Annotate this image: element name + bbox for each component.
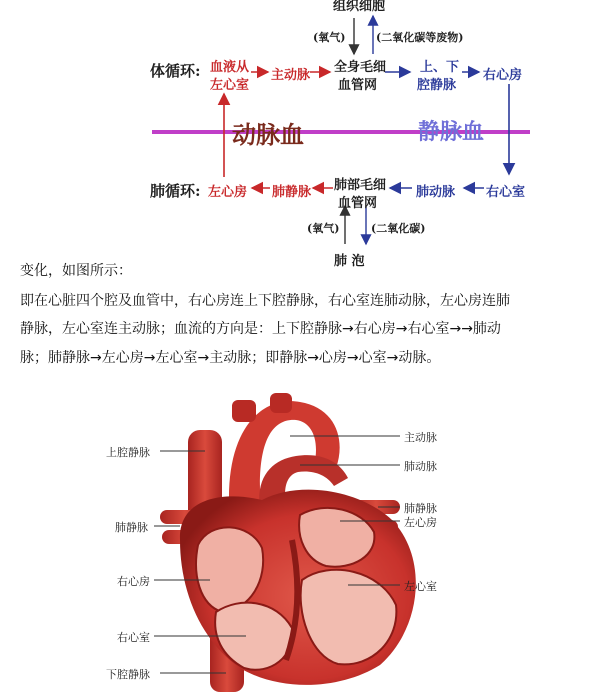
blood-from-label-1: 血液从 [210,60,250,75]
text-line-3: 静脉，左心室连主动脉；血流的方向是：上下腔静脉→右心房→右心室→→肺动 [20,321,501,337]
label-aorta: 主动脉 [404,431,437,444]
alveoli-label: 肺 泡 [334,254,365,269]
label-left-atrium: 左心房 [404,516,437,529]
body-capillary-label-2: 血管网 [338,78,378,93]
pulmonary-circulation-label: 肺循环: [150,182,201,200]
label-inferior-vena-cava: 下腔静脉 [106,668,150,681]
text-line-1: 变化，如图所示： [20,263,132,279]
tissue-cells-label: 组织细胞 [333,0,386,14]
vena-cava-label-1: 上、下 [420,60,460,75]
label-superior-vena-cava: 上腔静脉 [106,446,150,459]
aorta-node: 主动脉 [271,68,311,83]
label-right-atrium: 右心房 [117,575,150,588]
pulmonary-artery-node: 肺动脉 [416,185,456,200]
label-pulmonary-veins-left: 肺静脉 [115,521,148,534]
oxygen-top-label: (氧气) [313,31,346,44]
oxygen-bottom-label: (氧气) [307,222,340,235]
lung-capillary-label-1: 肺部毛细 [334,178,387,193]
co2-waste-label: (二氧化碳等废物) [376,31,464,44]
arterial-blood-label: 动脉血 [232,120,304,149]
venous-blood-label: 静脉血 [418,119,485,145]
label-left-ventricle: 左心室 [404,580,437,593]
vena-cava-label-2: 腔静脉 [417,78,457,93]
label-pulmonary-veins-right: 肺静脉 [404,502,437,515]
text-line-2: 即在心脏四个腔及血管中，右心房连上下腔静脉，右心室连肺动脉，左心房连肺 [20,293,510,309]
blood-from-label-2: 左心室 [210,78,250,93]
lung-capillary-label-2: 血管网 [338,196,378,211]
text-line-4: 脉；肺静脉→左心房→左心室→主动脉；即静脉→心房→心室→动脉。 [20,350,441,366]
right-atrium-node: 右心房 [483,68,523,83]
pulmonary-vein-node: 肺静脉 [272,185,312,200]
systemic-circulation-label: 体循环: [150,62,201,80]
left-atrium-node: 左心房 [208,185,248,200]
label-pulmonary-artery: 肺动脉 [404,460,437,473]
right-ventricle-node: 右心室 [486,185,526,200]
body-capillary-label-1: 全身毛细 [334,60,387,75]
co2-label: (二氧化碳) [371,222,426,235]
label-right-ventricle: 右心室 [117,631,150,644]
